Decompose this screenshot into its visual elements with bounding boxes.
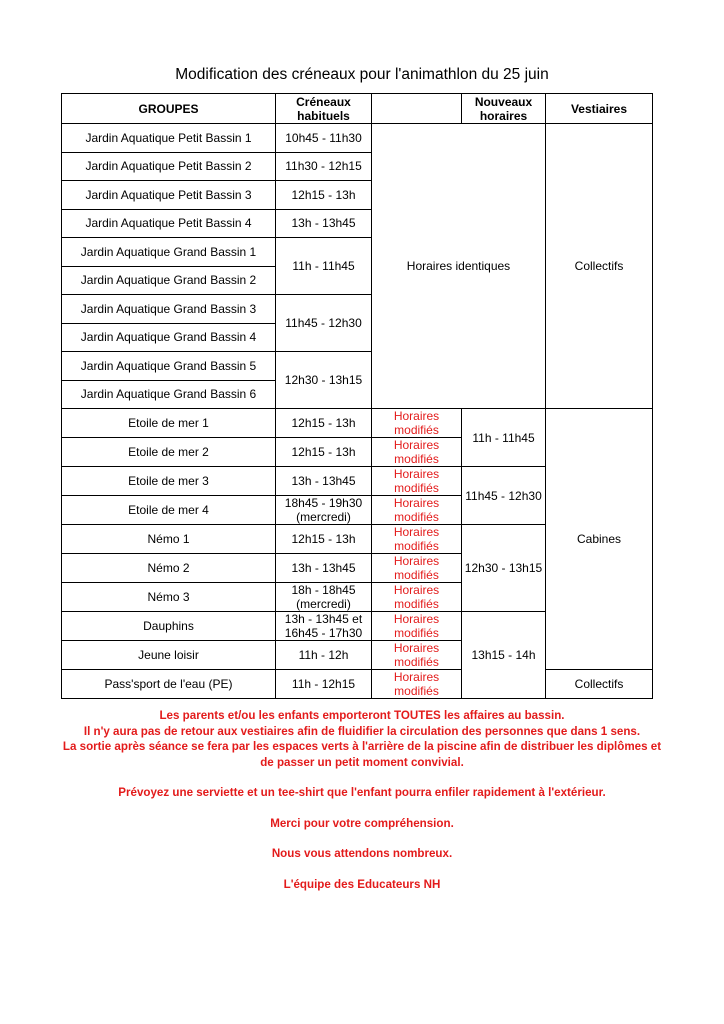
vestiaire-pe-cell: Collectifs: [546, 670, 653, 699]
creneau-cell: 13h - 13h45: [276, 554, 372, 583]
notes-block: [60, 708, 664, 892]
group-cell: Jardin Aquatique Grand Bassin 5: [62, 352, 276, 381]
group-cell: Jardin Aquatique Grand Bassin 3: [62, 295, 276, 324]
header-nouveaux: Nouveaux horaires: [462, 94, 546, 124]
nouveau-horaire-cell: 11h - 11h45: [462, 409, 546, 467]
creneau-cell: 13h - 13h45: [276, 467, 372, 496]
creneau-cell: 11h - 12h: [276, 641, 372, 670]
note-line-5: Merci pour votre compréhension.: [270, 816, 454, 830]
group-cell: Némo 2: [62, 554, 276, 583]
modif-cell: Horaires modifiés: [372, 496, 462, 525]
modif-cell: Horaires modifiés: [372, 438, 462, 467]
group-cell: Jardin Aquatique Petit Bassin 4: [62, 209, 276, 238]
creneau-merged-cell: 11h45 - 12h30: [276, 295, 372, 352]
modif-cell: Horaires modifiés: [372, 641, 462, 670]
nouveau-horaire-cell: 13h15 - 14h: [462, 612, 546, 699]
group-cell: Jardin Aquatique Grand Bassin 1: [62, 238, 276, 267]
schedule-table: [61, 93, 653, 699]
creneau-cell: 18h45 - 19h30 (mercredi): [276, 496, 372, 525]
creneau-cell: 10h45 - 11h30: [276, 124, 372, 153]
creneau-cell: 12h15 - 13h: [276, 438, 372, 467]
creneau-cell: 12h15 - 13h: [276, 181, 372, 210]
group-cell: Jardin Aquatique Grand Bassin 4: [62, 323, 276, 352]
group-cell: Jardin Aquatique Grand Bassin 2: [62, 266, 276, 295]
note-line-3: La sortie après séance se fera par les espaces verts à l'arrière de la piscine afin de distribuer les diplômes et de passer un petit moment convivial.: [62, 740, 662, 769]
group-cell: Jardin Aquatique Grand Bassin 6: [62, 380, 276, 409]
page-title: Modification des créneaux pour l'animathlon du 25 juin: [175, 66, 549, 83]
vestiaire-cabines-cell: Cabines: [546, 409, 653, 670]
creneau-cell: 11h - 12h15: [276, 670, 372, 699]
table-row: [62, 670, 653, 699]
creneau-merged-cell: 11h - 11h45: [276, 238, 372, 295]
header-vestiaires: Vestiaires: [546, 94, 653, 124]
modif-cell: Horaires modifiés: [372, 554, 462, 583]
emphasis-toutes: TOUTES: [393, 709, 441, 722]
group-cell: Dauphins: [62, 612, 276, 641]
header-creneaux: Créneaux habituels: [276, 94, 372, 124]
group-cell: Jardin Aquatique Petit Bassin 1: [62, 124, 276, 153]
header-row: [62, 94, 653, 124]
horaires-identiques-cell: Horaires identiques: [372, 124, 546, 409]
group-cell: Jardin Aquatique Petit Bassin 3: [62, 181, 276, 210]
nouveau-horaire-cell: 11h45 - 12h30: [462, 467, 546, 525]
group-cell: Némo 3: [62, 583, 276, 612]
group-cell: Némo 1: [62, 525, 276, 554]
group-cell: Jardin Aquatique Petit Bassin 2: [62, 152, 276, 181]
creneau-merged-cell: 12h30 - 13h15: [276, 352, 372, 409]
modif-cell: Horaires modifiés: [372, 525, 462, 554]
header-blank: [372, 94, 462, 124]
modif-cell: Horaires modifiés: [372, 583, 462, 612]
group-cell: Etoile de mer 3: [62, 467, 276, 496]
creneau-cell: 12h15 - 13h: [276, 409, 372, 438]
modif-cell: Horaires modifiés: [372, 612, 462, 641]
group-cell: Pass'sport de l'eau (PE): [62, 670, 276, 699]
creneau-cell: 18h - 18h45 (mercredi): [276, 583, 372, 612]
modif-cell: Horaires modifiés: [372, 467, 462, 496]
note-line-6: Nous vous attendons nombreux.: [271, 847, 453, 860]
creneau-cell: 11h30 - 12h15: [276, 152, 372, 181]
group-cell: Jeune loisir: [62, 641, 276, 670]
nouveau-horaire-cell: 12h30 - 13h15: [462, 525, 546, 612]
creneau-cell: 12h15 - 13h: [276, 525, 372, 554]
note-line-1: Les parents et/ou les enfants emporteront TOUTES les affaires au bassin.: [159, 709, 565, 722]
header-groupes: GROUPES: [62, 94, 276, 124]
modif-cell: Horaires modifiés: [372, 670, 462, 699]
group-cell: Etoile de mer 4: [62, 496, 276, 525]
group-cell: Etoile de mer 1: [62, 409, 276, 438]
table-row: [62, 124, 653, 153]
group-cell: Etoile de mer 2: [62, 438, 276, 467]
creneau-cell: 13h - 13h45 et 16h45 - 17h30: [276, 612, 372, 641]
creneau-cell: 13h - 13h45: [276, 209, 372, 238]
modif-cell: Horaires modifiés: [372, 409, 462, 438]
table-row: [62, 409, 653, 438]
note-line-2: Il n'y aura pas de retour aux vestiaires afin de fluidifier la circulation des personnes que dans 1 sens.: [83, 724, 641, 738]
note-line-4: Prévoyez une serviette et un tee-shirt que l'enfant pourra enfiler rapidement à l'extérieur.: [118, 786, 606, 799]
vestiaire-collectifs-cell: Collectifs: [546, 124, 653, 409]
signature-line: L'équipe des Educateurs NH: [283, 877, 441, 891]
